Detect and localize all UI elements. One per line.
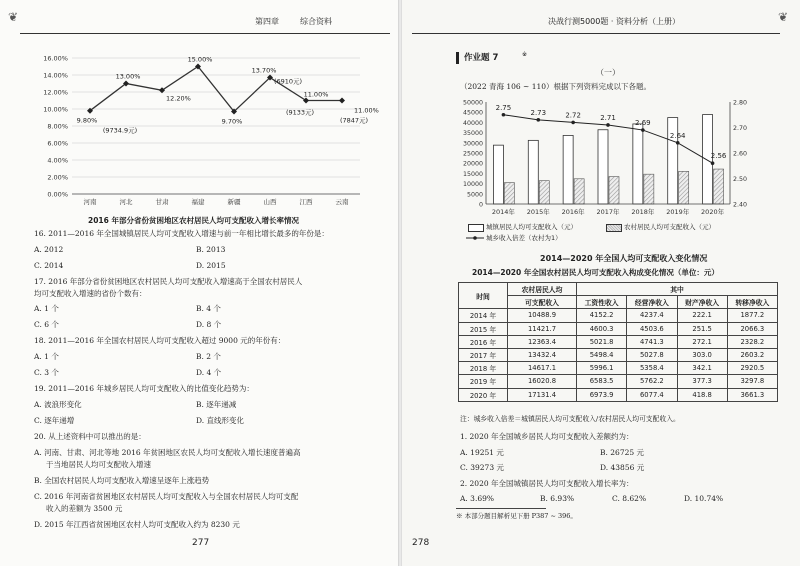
table-cell: 1877.2 [727, 309, 777, 322]
y-tick-label: 8.00% [47, 122, 68, 131]
y-tick-label: 50000 [462, 99, 483, 107]
table-cell: 5358.4 [627, 362, 677, 375]
header-rule [20, 33, 390, 34]
y-tick-label: 45000 [462, 109, 483, 117]
y2-tick-label: 2.40 [733, 201, 748, 209]
ratio-label: 2.56 [710, 152, 727, 161]
option[interactable]: A. 1 个 [34, 352, 59, 361]
x-tick-label: 2017年 [596, 208, 620, 216]
table-cell-year: 2018 年 [459, 362, 508, 375]
option[interactable]: A. 河南、甘肃、河北等地 2016 年贫困地区农民人均可支配收入增长速度普遍高 [34, 448, 301, 457]
table-cell: 4152.2 [577, 309, 627, 322]
x-tick-label: 河南 [83, 198, 97, 206]
table-cell: 4741.3 [627, 335, 677, 348]
table-cell-year: 2019 年 [459, 375, 508, 388]
option[interactable]: C. 6 个 [34, 320, 59, 329]
option[interactable]: C. 2016 年河南省贫困地区农村居民人均可支配收入与全国农村居民人均可支配 [34, 492, 299, 501]
page-number-right: 278 [412, 538, 430, 548]
exercise-footnote-mark: ※ [522, 51, 528, 58]
table-header-year: 时间 [459, 283, 508, 309]
table-header-total-top: 农村居民人均 [508, 283, 577, 296]
x-tick-label: 2014年 [491, 208, 515, 216]
table-cell: 5996.1 [577, 362, 627, 375]
x-tick-label: 甘肃 [155, 198, 169, 206]
exercise-label: 作业题 7 [464, 53, 499, 63]
legend-urban-label: 城镇居民人均可支配收入（元） [486, 223, 577, 231]
ratio-point [536, 118, 540, 122]
rural-income-bar [504, 183, 514, 204]
y-tick-label: 10.00% [43, 105, 68, 114]
table-cell: 2066.3 [727, 322, 777, 335]
option[interactable]: C. 2014 [34, 261, 64, 270]
table-title: 2014—2020 年全国农村居民人均可支配收入构成变化情况（单位：元） [472, 268, 719, 277]
urban-income-bar [668, 118, 678, 204]
ornament-icon: ❦ [8, 10, 19, 24]
data-label: 9.80% [76, 116, 98, 125]
x-tick-label: 江西 [299, 198, 313, 206]
table-row [459, 348, 778, 361]
data-annotation: (6910元) [273, 77, 303, 86]
option[interactable]: C. 逐年递增 [34, 416, 75, 425]
ratio-label: 2.64 [669, 131, 686, 140]
table-cell: 5021.8 [577, 335, 627, 348]
y-tick-label: 0 [478, 201, 483, 209]
y2-tick-label: 2.70 [733, 125, 748, 132]
rural-income-bar [644, 174, 654, 204]
table-cell: 3297.8 [727, 375, 777, 388]
y2-tick-label: 2.80 [733, 99, 748, 107]
y-tick-label: 25000 [462, 150, 483, 158]
option[interactable]: A. 1 个 [34, 304, 59, 313]
table-cell: 16020.8 [508, 375, 577, 388]
option[interactable]: D. 4 个 [196, 368, 222, 377]
option[interactable]: D. 8 个 [196, 320, 222, 329]
rural-income-bar [714, 169, 724, 204]
option[interactable]: B. 4 个 [196, 304, 221, 313]
table-cell: 14617.1 [508, 362, 577, 375]
option[interactable]: B. 逐年递减 [196, 400, 237, 409]
x-tick-label: 2015年 [526, 208, 550, 216]
y-tick-label: 40000 [462, 119, 483, 127]
question-18-stem: 18. 2011—2016 年全国农村居民人均可支配收入超过 9000 元的年份有： [34, 336, 286, 345]
data-label: 15.00% [187, 55, 213, 64]
option-cont: 收入的差额为 3500 元 [46, 504, 123, 513]
data-annotation: (9133元) [285, 108, 315, 117]
growth-rate-line-chart [30, 50, 379, 216]
question-19-stem: 19. 2011—2016 年城乡居民人均可支配收入的比值变化趋势为： [34, 384, 254, 393]
option[interactable]: D. 2015 [196, 261, 226, 270]
question-17-stem-cont: 均可支配收入增速的省份个数有： [34, 289, 147, 298]
table-row [459, 309, 778, 322]
option[interactable]: D. 直线形变化 [196, 416, 245, 425]
x-tick-label: 2019年 [666, 208, 690, 216]
right-chart-title: 2014—2020 年全国人均可支配收入变化情况 [540, 254, 708, 263]
table-cell-year: 2015 年 [459, 322, 508, 335]
footnote-rule [456, 508, 546, 509]
part-label: （一） [596, 68, 620, 77]
ornament-icon: ❦ [778, 10, 789, 24]
ratio-label: 2.75 [495, 103, 512, 112]
data-point [339, 98, 345, 104]
y-tick-label: 35000 [462, 130, 483, 138]
data-label: 9.70% [221, 117, 243, 126]
table-cell: 2328.2 [727, 335, 777, 348]
rural-income-bar [679, 171, 689, 204]
y2-tick-label: 2.50 [733, 176, 748, 183]
table-cell: 4237.4 [627, 309, 677, 322]
table-cell: 6973.9 [577, 388, 627, 401]
y-tick-label: 10000 [462, 181, 483, 189]
ratio-label: 2.72 [565, 111, 581, 120]
y-tick-label: 2.00% [47, 173, 68, 182]
data-label: 13.70% [251, 66, 277, 75]
option[interactable]: B. 全国农村居民人均可支配收入增速呈逐年上涨趋势 [34, 476, 210, 485]
table-cell: 5762.2 [627, 375, 677, 388]
table-cell: 2603.2 [727, 348, 777, 361]
option[interactable]: B. 2013 [196, 245, 226, 254]
table-cell: 4503.6 [627, 322, 677, 335]
option[interactable]: A. 3.69% [460, 494, 495, 503]
table-header-col: 转移净收入 [727, 296, 777, 309]
option[interactable]: C. 39273 元 [460, 463, 504, 472]
option[interactable]: A. 2012 [34, 245, 64, 254]
table-cell: 11421.7 [508, 322, 577, 335]
legend-rural-swatch [606, 224, 622, 232]
ratio-point [641, 128, 645, 132]
ratio-label: 2.69 [635, 119, 651, 128]
x-tick-label: 2020年 [701, 208, 725, 216]
table-cell: 5498.4 [577, 348, 627, 361]
x-tick-label: 山西 [263, 198, 277, 206]
ratio-label: 2.73 [530, 108, 547, 117]
table-cell: 17131.4 [508, 388, 577, 401]
legend-urban-swatch [468, 224, 484, 232]
legend-rural-label: 农村居民人均可支配收入（元） [624, 223, 715, 231]
ratio-point [711, 161, 715, 165]
table-cell-year: 2014 年 [459, 309, 508, 322]
table-row [459, 322, 778, 335]
option[interactable]: D. 43856 元 [600, 463, 645, 472]
x-tick-label: 河北 [119, 198, 133, 206]
table-cell: 13432.4 [508, 348, 577, 361]
table-cell: 10488.9 [508, 309, 577, 322]
table-header-col: 经营净收入 [627, 296, 677, 309]
option[interactable]: D. 2015 年江西省贫困地区农村人均可支配收入约为 8230 元 [34, 520, 240, 529]
option[interactable]: C. 3 个 [34, 368, 59, 377]
table-header-total-bottom: 可支配收入 [508, 296, 577, 309]
table-cell: 303.0 [677, 348, 727, 361]
ratio-point [571, 121, 575, 125]
urban-income-bar [493, 145, 503, 204]
y-tick-label: 14.00% [43, 71, 68, 80]
rural-income-bar [609, 177, 619, 204]
table-cell: 342.1 [677, 362, 727, 375]
table-cell: 6583.5 [577, 375, 627, 388]
table-cell: 5027.8 [627, 348, 677, 361]
table-cell-year: 2020 年 [459, 388, 508, 401]
y-tick-label: 6.00% [47, 139, 68, 148]
data-label: 11.00% [354, 106, 379, 115]
urban-income-bar [633, 124, 643, 204]
ratio-point [676, 141, 680, 145]
table-header-col: 财产净收入 [677, 296, 727, 309]
x-tick-label: 2018年 [631, 208, 655, 216]
table-cell-year: 2017 年 [459, 348, 508, 361]
ratio-point [606, 123, 610, 127]
table-cell-year: 2016 年 [459, 335, 508, 348]
footnote: ※ 本部分题目解析见下册 P387 ~ 396。 [456, 512, 577, 520]
option[interactable]: B. 2 个 [196, 352, 221, 361]
data-label: 11.00% [303, 90, 329, 99]
ratio-point [502, 113, 506, 117]
table-cell: 222.1 [677, 309, 727, 322]
table-cell: 2920.5 [727, 362, 777, 375]
table-header-group: 其中 [577, 283, 778, 296]
data-label: 13.00% [115, 72, 141, 81]
table-cell: 12363.4 [508, 335, 577, 348]
table-cell: 6077.4 [627, 388, 677, 401]
exercise-marker [456, 52, 459, 64]
y-tick-label: 16.00% [43, 54, 68, 63]
x-tick-label: 云南 [335, 198, 349, 206]
y-tick-label: 20000 [462, 160, 483, 168]
header-section: 综合资料 [300, 17, 332, 26]
rural-income-bar [574, 179, 584, 204]
table-cell: 251.5 [677, 322, 727, 335]
header-book-title: 决战行测5000题 · 资料分析（上册） [548, 17, 680, 26]
income-bar-line-chart [440, 96, 785, 218]
book-spine [398, 0, 402, 566]
option[interactable]: D. 10.74% [684, 494, 724, 503]
table-row [459, 335, 778, 348]
left-chart-title: 2016 年部分省份贫困地区农村居民人均可支配收入增长率情况 [88, 216, 299, 225]
table-row [459, 375, 778, 388]
option[interactable]: A. 波浪形变化 [34, 400, 82, 409]
y2-tick-label: 2.60 [733, 150, 748, 158]
rural-income-bar [539, 181, 549, 204]
table-row [459, 362, 778, 375]
table-cell: 4600.3 [577, 322, 627, 335]
table-note: 注：城乡收入倍差＝城镇居民人均可支配收入/农村居民人均可支配收入。 [460, 415, 680, 423]
legend-ratio-swatch [466, 234, 484, 242]
urban-income-bar [563, 135, 573, 204]
table-header-col: 工资性收入 [577, 296, 627, 309]
header-chapter: 第四章 [255, 17, 279, 26]
intro-text: （2022 青海 106 ~ 110）根据下列资料完成以下各题。 [460, 82, 652, 91]
table-row [459, 388, 778, 401]
table-cell: 418.8 [677, 388, 727, 401]
x-tick-label: 2016年 [561, 208, 585, 216]
x-tick-label: 新疆 [227, 198, 241, 206]
data-label: 12.20% [166, 94, 191, 103]
urban-income-bar [528, 140, 538, 204]
x-tick-label: 福建 [191, 198, 205, 206]
option[interactable]: A. 19251 元 [460, 448, 504, 457]
y-tick-label: 5000 [466, 191, 483, 199]
y-tick-label: 30000 [462, 140, 483, 148]
header-rule [412, 33, 780, 34]
urban-income-bar [598, 130, 608, 204]
y-tick-label: 0.00% [47, 190, 68, 199]
table-cell: 272.1 [677, 335, 727, 348]
question-17-stem: 17. 2016 年部分省份贫困地区农村居民人均可支配收入增速高于全国农村居民人 [34, 277, 303, 286]
data-annotation: (9734.9元) [102, 126, 138, 135]
y-tick-label: 15000 [462, 170, 483, 178]
legend-ratio-label: 城乡收入倍差（农村为1） [486, 234, 562, 242]
question-1-stem: 1. 2020 年全国城乡居民人均可支配收入差额约为： [460, 432, 634, 441]
page-number-left: 277 [192, 538, 210, 548]
option[interactable]: B. 26725 元 [600, 448, 645, 457]
data-annotation: (7847元) [339, 116, 369, 125]
option[interactable]: B. 6.93% [540, 494, 575, 503]
question-20-stem: 20. 从上述资料中可以推出的是： [34, 432, 146, 441]
question-2-stem: 2. 2020 年全国城镇居民人均可支配收入增长率为： [460, 479, 634, 488]
y-tick-label: 12.00% [43, 88, 68, 97]
table-cell: 377.3 [677, 375, 727, 388]
rural-income-table [458, 282, 778, 402]
table-cell: 3661.3 [727, 388, 777, 401]
option-cont: 于当地居民人均可支配收入增速 [46, 460, 151, 469]
y-tick-label: 4.00% [47, 156, 68, 165]
option[interactable]: C. 8.62% [612, 494, 647, 503]
ratio-label: 2.71 [600, 113, 616, 122]
question-16-stem: 16. 2011—2016 年全国城镇居民人均可支配收入增速与前一年相比增长最多的年份是： [34, 229, 329, 238]
